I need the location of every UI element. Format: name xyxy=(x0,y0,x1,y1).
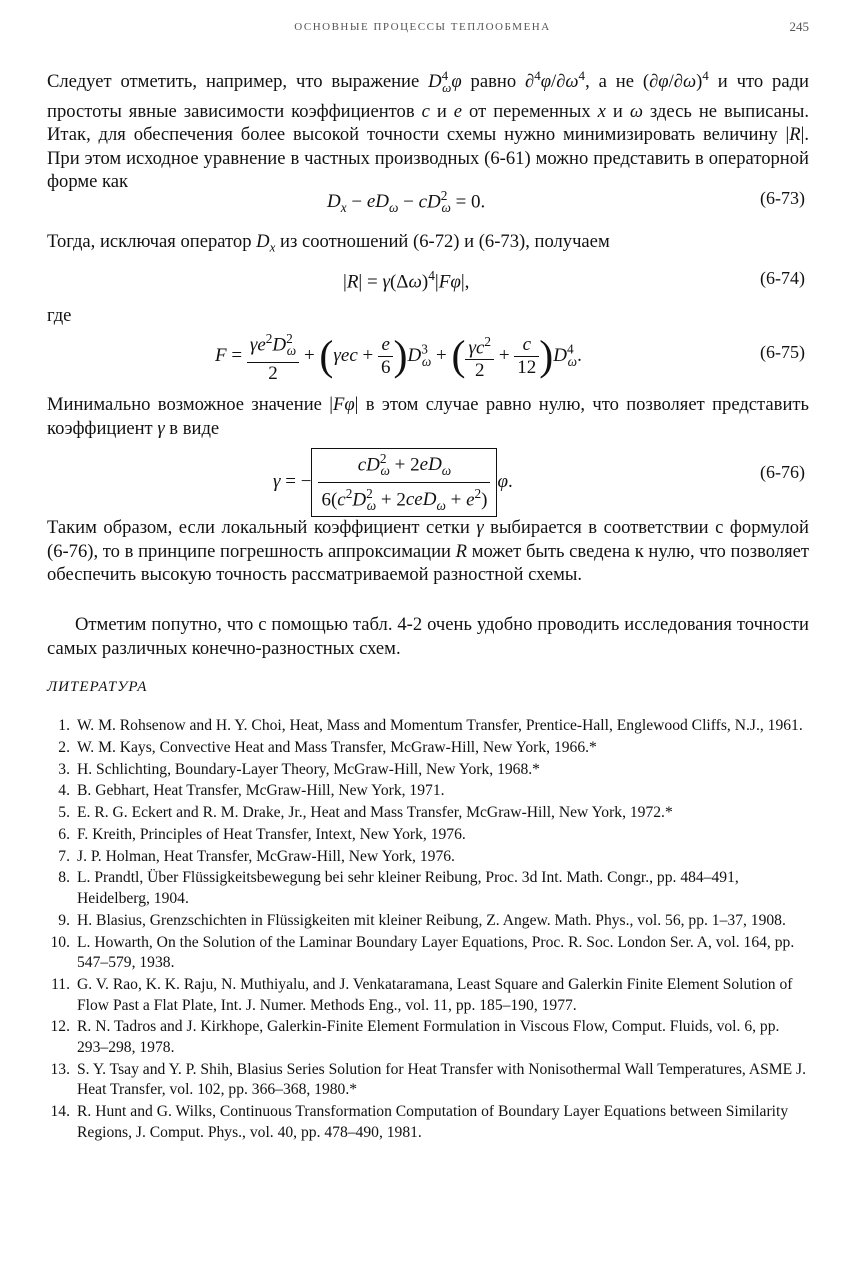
equation-6-73: $D_x - eD_\omega - cD^2_\omega = 0$. (6-73) xyxy=(327,188,805,216)
reference-text: L. Prandtl, Über Flüssigkeitsbewegung bei sehr kleiner Reibung, Proc. 3d Int. Math. Congr., pp. 484–491, Heidelberg, 1904. xyxy=(77,869,739,908)
equation-6-75: F = $\frac{\gamma e^2D^2_\omega}{2}$ + (γec + $\frac{e}{6}$ )$D^3_\omega$ + ( $\frac{\gamma c^2}{2}$ + $\frac{c}{12}$ )$D^4_\omega$. (6-75) xyxy=(47,328,809,384)
reference-item xyxy=(40,1017,810,1058)
reference-number: 12. xyxy=(50,1018,70,1036)
reference-number: 3. xyxy=(58,760,70,778)
reference-item xyxy=(40,803,810,824)
reference-item xyxy=(40,975,810,1016)
reference-item xyxy=(40,847,810,868)
equation-number: (6-74) xyxy=(760,268,805,288)
reference-item xyxy=(40,911,810,932)
equation-6-76: γ = − $\frac{cD^2_\omega + 2eD_\omega}{6(c^2D^2_\omega + 2ceD_\omega + e^2)}$ φ. (6-76) xyxy=(47,448,809,506)
reference-text: W. M. Rohsenow and H. Y. Choi, Heat, Mass and Momentum Transfer, Prentice-Hall, Englewood Cliffs, N.J., 1961. xyxy=(77,717,803,734)
reference-text: G. V. Rao, K. K. Raju, N. Muthiyalu, and J. Venkataramana, Least Square and Galerkin Finite Element Solution of Flow Past a Flat Plate, Int. J. Numer. Methods Eng., vol. 11, pp. 185–190, 1977. xyxy=(77,976,793,1014)
reference-item xyxy=(40,738,810,759)
reference-item xyxy=(40,825,810,846)
paragraph-4: Минимально возможное значение |Fφ| в этом случае равно нулю, что позволяет представить коэффициент γ в виде xyxy=(47,394,809,439)
reference-text: H. Blasius, Grenzschichten in Flüssigkeiten mit kleiner Reibung, Z. Angew. Math. Phys., vol. 56, pp. 1–37, 1908. xyxy=(77,911,786,929)
reference-number: 1. xyxy=(58,717,70,734)
reference-number: 13. xyxy=(50,1060,70,1078)
reference-list xyxy=(40,716,810,1145)
paragraph-5: Таким образом, если локальный коэффициент сетки γ выбирается в соответствии с формулой (6-76), то в принципе погрешность аппроксимации R может быть сведена к нулю, что позволяет обеспечить высокую точность рассматриваемой разностной схемы. xyxy=(47,517,810,586)
reference-text: E. R. G. Eckert and R. M. Drake, Jr., Heat and Mass Transfer, McGraw-Hill, New York, 1972.* xyxy=(77,804,673,822)
reference-number: 14. xyxy=(50,1103,70,1121)
reference-number: 8. xyxy=(58,869,70,887)
paragraph-6: Отметим попутно, что с помощью табл. 4-2 очень удобно проводить исследования точности самых различных конечно-разностных схем. xyxy=(47,614,809,659)
paragraph-2: Тогда, исключая оператор $D_x$ из соотношений (6-72) и (6-73), получаем xyxy=(47,231,610,255)
reference-number: 10. xyxy=(50,933,70,951)
reference-item xyxy=(40,933,810,974)
equation-6-74: $|R| = \gamma(\Delta\omega)^4|F\varphi|$, (6-74) xyxy=(343,268,805,293)
reference-text: R. N. Tadros and J. Kirkhope, Galerkin-Finite Element Formulation in Viscous Flow, Comput. Fluids, vol. 6, pp. 293–298, 1978. xyxy=(77,1018,780,1056)
reference-item xyxy=(40,716,810,737)
reference-text: R. Hunt and G. Wilks, Continuous Transformation Computation of Boundary Layer Equations between Similarity Regions, J. Comput. Phys., vol. 40, pp. 478–490, 1981. xyxy=(77,1103,789,1141)
reference-text: J. P. Holman, Heat Transfer, McGraw-Hill, New York, 1976. xyxy=(77,847,455,865)
reference-number: 11. xyxy=(51,976,70,993)
reference-number: 4. xyxy=(58,782,70,800)
equation-number: (6-73) xyxy=(760,188,805,208)
running-header xyxy=(0,18,845,38)
reference-text: H. Schlichting, Boundary-Layer Theory, McGraw-Hill, New York, 1968.* xyxy=(77,760,540,778)
reference-item xyxy=(40,781,810,802)
equation-number: (6-75) xyxy=(760,342,805,362)
literature-heading: ЛИТЕРАТУРА xyxy=(47,679,148,695)
reference-text: S. Y. Tsay and Y. P. Shih, Blasius Series Solution for Heat Transfer with Nonisothermal Wall Temperatures, ASME J. Heat Transfer, vol. 102, pp. 366–368, 1980.* xyxy=(77,1060,807,1099)
paragraph-1: Следует отметить, например, что выражение $D^4_\omega\varphi$ равно $\partial^4\varphi/\partial\omega^4$, а не $(\partial\varphi/\partial\omega)^4$ и что ради простоты явные зависимости коэффициентов c и e от переменных x и ω здесь не выписаны. Итак, для обеспечения более высокой точности схемы нужно минимизировать величину |R|. При этом исходное уравнение в частных производных (6-61) можно представить в операторной форме как xyxy=(47,68,810,193)
reference-number: 9. xyxy=(58,911,70,929)
paragraph-3: где xyxy=(47,305,72,326)
reference-item xyxy=(40,1060,810,1101)
reference-number: 7. xyxy=(58,847,70,865)
reference-item xyxy=(40,760,810,781)
reference-item xyxy=(40,868,810,909)
page-number: 245 xyxy=(789,19,809,34)
reference-item xyxy=(40,1102,810,1143)
reference-text: B. Gebhart, Heat Transfer, McGraw-Hill, New York, 1971. xyxy=(77,782,445,800)
reference-text: F. Kreith, Principles of Heat Transfer, Intext, New York, 1976. xyxy=(77,825,466,843)
reference-number: 5. xyxy=(58,804,70,822)
equation-number: (6-76) xyxy=(760,462,805,482)
running-header-title: ОСНОВНЫЕ ПРОЦЕССЫ ТЕПЛООБМЕНА xyxy=(294,21,551,33)
reference-text: L. Howarth, On the Solution of the Laminar Boundary Layer Equations, Proc. R. Soc. London Ser. A, vol. 164, pp. 547–579, 1938. xyxy=(77,933,795,972)
reference-text: W. M. Kays, Convective Heat and Mass Transfer, McGraw-Hill, New York, 1966.* xyxy=(77,738,597,756)
reference-number: 2. xyxy=(58,738,70,756)
reference-number: 6. xyxy=(58,825,70,843)
